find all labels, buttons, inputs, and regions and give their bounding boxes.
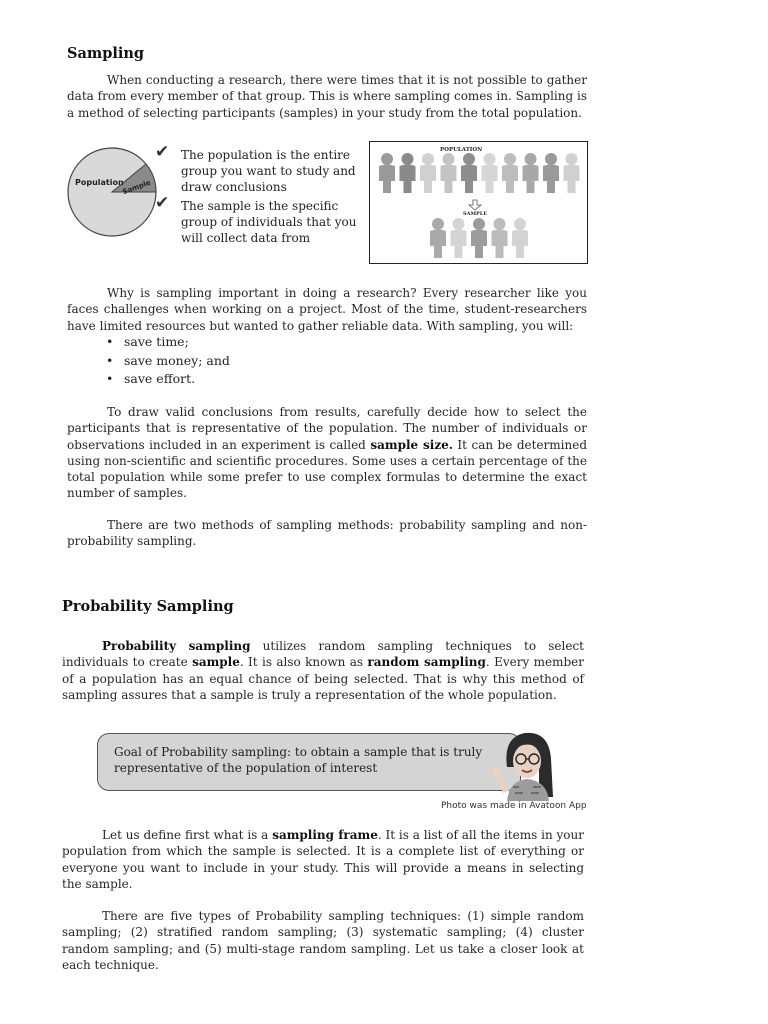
population-person-icon — [420, 153, 436, 193]
frame-text-a: Let us define first what is a — [102, 828, 273, 842]
checklist-item — [155, 192, 365, 247]
population-person-icon — [564, 153, 580, 193]
paragraph-why — [67, 285, 587, 334]
sample-person-icon — [430, 218, 446, 258]
pie-population-label: Population — [75, 178, 124, 187]
term-probability-sampling: Probability sampling — [102, 639, 251, 653]
paragraph-sampling-frame — [62, 827, 584, 892]
goal-callout — [97, 733, 521, 791]
term-sampling-frame: sampling frame — [272, 828, 378, 842]
population-person-icon — [523, 153, 539, 193]
figure-sample-label: SAMPLE — [463, 211, 488, 217]
population-person-icon — [482, 153, 498, 193]
term-sample-size: sample size. — [370, 437, 453, 452]
paragraph-intro-text: When conducting a research, there were times that it is not possible to gather data from every member of that group. This is where sampling comes in. Sampling is a method of selecting participants (samples) in your study from the total population. — [67, 73, 587, 120]
term-sample: sample — [192, 655, 240, 670]
paragraph-valid-conclusions — [67, 404, 587, 502]
population-person-icon — [502, 153, 518, 193]
population-person-icon — [441, 153, 457, 193]
population-sample-figure — [369, 141, 588, 264]
benefit-item: • save money; and — [106, 352, 230, 371]
checklist-item — [155, 142, 365, 196]
paragraph-types-text: There are five types of Probability sampling techniques: (1) simple random sampling; (2) stratified random sampling; (3) systematic sampling; (4) cluster random sampling; and (5) multi-stage random sampling. Let us take a closer look at each technique. — [62, 909, 584, 972]
checkmark-icon: ✔ — [155, 192, 170, 213]
checklist-text: The sample is the specific group of individuals that you will collect data from — [181, 198, 357, 246]
figure-population-label: POPULATION — [440, 147, 483, 153]
photo-caption: Photo was made in Avatoon App — [441, 801, 587, 811]
sample-person-icon — [451, 218, 467, 258]
valid-text-c: It can be determined using non-scientific and scientific procedures. Some uses a certain percentage of the total population while some prefer to use complex formulas to determine the exact number of samples. — [67, 437, 587, 501]
sample-person-icon — [512, 218, 528, 258]
population-person-icon — [400, 153, 416, 193]
probability-text-b: utilizes random sampling techniques to select individuals to create — [62, 639, 584, 670]
paragraph-types — [62, 908, 584, 973]
probability-text-f: . Every member of a population has an equal chance of being selected. That is why this method of sampling assures that a sample is truly a representation of the whole population. — [62, 655, 584, 702]
people-illustration — [370, 142, 587, 263]
down-arrow-icon — [469, 200, 481, 210]
section-heading-probability: Probability Sampling — [62, 598, 234, 615]
avatar-arm — [497, 775, 509, 793]
population-sample-pie — [62, 146, 166, 238]
paragraph-probability — [62, 638, 584, 703]
population-person-icon — [543, 153, 559, 193]
frame-text-c: . It is a list of all the items in your population from which the sample is selected. It is a complete list of everything or everyone you want to include in your study. This will provide a means in selecting the sample. — [62, 828, 584, 891]
sample-person-icon — [471, 218, 487, 258]
pie-sample-label: Sample — [121, 178, 152, 197]
benefits-list — [106, 333, 230, 389]
benefit-item: • save time; — [106, 333, 230, 352]
paragraph-intro — [67, 72, 587, 121]
term-random-sampling: random sampling — [367, 655, 486, 670]
population-person-icon — [379, 153, 395, 193]
goal-text: Goal of Probability sampling: to obtain a sample that is truly representative of the population of interest — [114, 745, 483, 775]
avatar-illustration — [489, 727, 565, 801]
probability-text-d: . It is also known as — [239, 655, 368, 670]
avatar-face — [513, 744, 541, 778]
valid-text-a: To draw valid conclusions from results, carefully decide how to select the participants that is representative of the population. The number of individuals or observations included in an experiment is called — [67, 405, 587, 452]
paragraph-why-text: Why is sampling important in doing a research? Every researcher like you faces challenges when working on a project. Most of the time, student-researchers have limited resources but wanted to gather reliable data. With sampling, you will: — [67, 286, 587, 333]
sample-person-icon — [492, 218, 508, 258]
benefit-item: • save effort. — [106, 370, 230, 389]
avatar-hand — [492, 765, 502, 777]
checklist-text: The population is the entire group you want to study and draw conclusions — [181, 148, 356, 195]
section-heading-sampling: Sampling — [67, 45, 145, 62]
paragraph-methods-text: There are two methods of sampling methods: probability sampling and non-probability sampling. — [67, 518, 587, 549]
population-person-icon — [461, 153, 477, 193]
definition-checklist — [155, 142, 365, 248]
paragraph-methods — [67, 517, 587, 550]
checkmark-icon: ✔ — [155, 142, 170, 162]
